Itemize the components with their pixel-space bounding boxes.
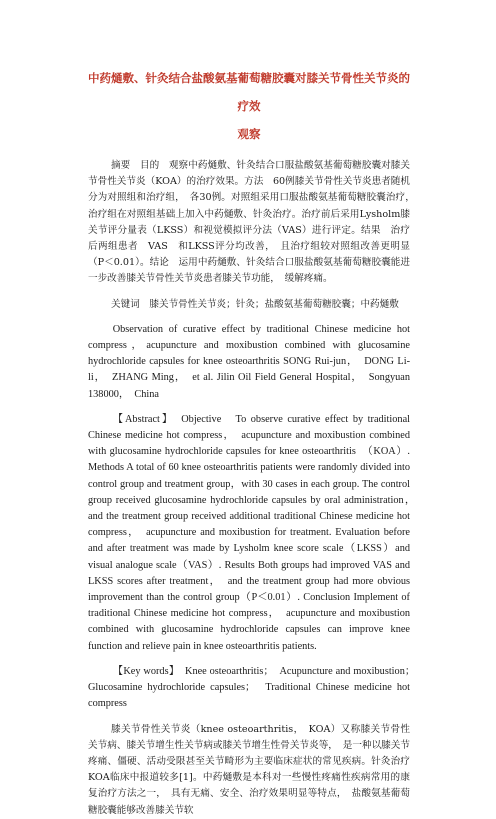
abstract-english: 【Abstract】 Objective To observe curative effect by traditional Chinese medicine hot compress， acupuncture and moxibustion combined with glucosamine hydrochloride capsules for knee osteoarthritis （KOA）. Methods A total of 60 knee osteoarthritis patients were randomly divided into control group and treatment group，with 30 cases in each group. The control group received glucosamine hydrochloride capsules by oral administration， and the treatment group received additional traditional Chinese medicine hot compress， acupuncture and moxibustion for treatment. Evaluation before and after treatment was made by Lysholm knee score scale（LKSS）and visual analogue scale（VAS）. Results Both groups had improved VAS and LKSS scores after treatment， and the treatment group had more obvious improvement than the control group（P＜0.01）. Conclusion Implement of traditional Chinese medicine hot compress， acupuncture and moxibustion combined with glucosamine hydrochloride capsules can improve knee function and relieve pain in knee osteoarthritis patients. bbox=[88, 413, 421, 652]
english-title-authors: Observation of curative effect by traditional Chinese medicine hot compress，acupuncture and moxibustion combined with glucosamine hydrochloride capsules for knee osteoarthritis SONG Rui-jun， DONG Li-li， ZHANG Ming， et al. Jilin Oil Field General Hospital， Songyuan 138000， China bbox=[88, 323, 410, 400]
abstract-chinese: 摘要 目的 观察中药熥敷、针灸结合口服盐酸氨基葡萄糖胶囊对膝关节骨性关节炎（KOA）的治疗效果。方法 60例膝关节骨性关节炎患者随机分为对照组和治疗组， 各30例。对照组采用口服盐酸氨基葡萄糖胶囊治疗， 治疗组在对照组基础上加入中药熥敷、针灸治疗。治疗前后采用Lysholm膝关节评分量表（LKSS）和视觉模拟评分法（VAS）进行评定。结果 治疗后两组患者 VAS 和LKSS评分均改善， 且治疗组较对照组改善更明显（P＜0.01）。结论 运用中药熥敷、针灸结合口服盐酸氨基葡萄糖胶囊能进一步改善膝关节骨性关节炎患者膝关节功能， 缓解疼痛。 bbox=[88, 160, 420, 285]
paper-title-line1: 中药熥敷、针灸结合盐酸氨基葡萄糖胶囊对膝关节骨性关节炎的疗效 bbox=[88, 71, 410, 113]
keywords-chinese: 关键词 膝关节骨性关节炎；针灸；盐酸氨基葡萄糖胶囊；中药熥敷 bbox=[111, 298, 399, 310]
body-paragraph: 膝关节骨性关节炎（knee osteoarthritis， KOA）又称膝关节骨性关节病、膝关节增生性关节病或膝关节增生性骨关节炎等， 是一种以膝关节疼痛、僵硬、活动受限甚至关节畸形为主要临床症状的常见疾病。针灸治疗KOA临床中报道较多[1]。中药熥敷是本科对一些慢性疼痛性疾病常用的康复治疗方法之一， 具有无痛、安全、治疗效果明显等特点， 盐酸氨基葡萄糖胶囊能够改善膝关节软 bbox=[88, 723, 410, 816]
keywords-english: 【Key words】 Knee osteoarthritis； Acupuncture and moxibustion； Glucosamine hydrochloride capsules； Traditional Chinese medicine hot compress bbox=[88, 665, 421, 710]
paper-title-line2: 观察 bbox=[237, 127, 261, 141]
paper-title bbox=[88, 64, 410, 148]
